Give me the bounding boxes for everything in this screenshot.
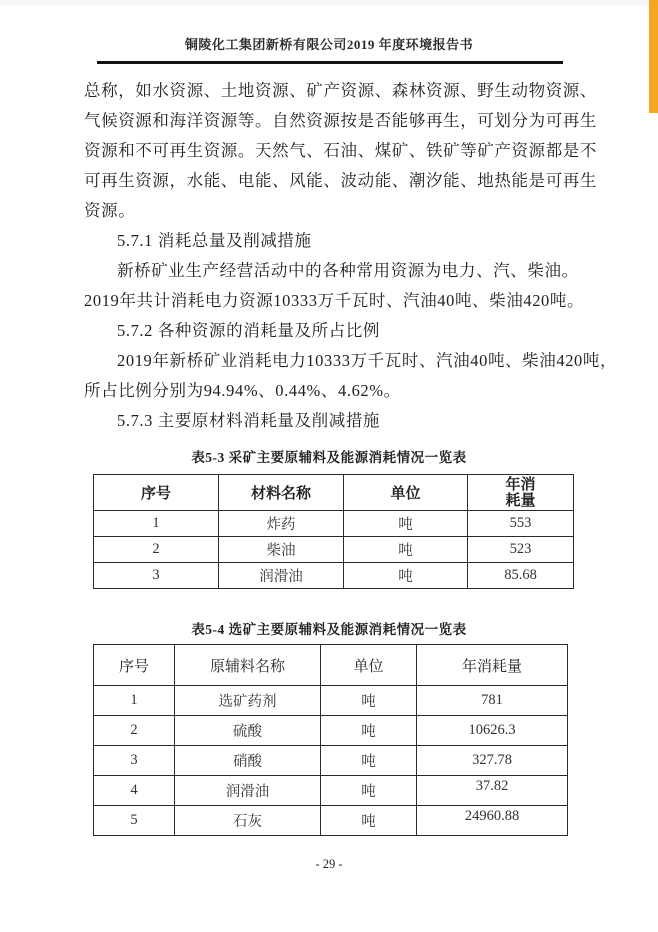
table-cell: 吨 — [321, 806, 417, 836]
table-cell: 1 — [94, 686, 175, 716]
table2-title: 表5-4 选矿主要原辅料及能源消耗情况一览表 — [191, 622, 467, 637]
table-cell: 3 — [94, 563, 219, 589]
header-divider-rule — [97, 61, 563, 64]
table-row — [94, 686, 568, 716]
header-line: 耗量 — [505, 492, 536, 509]
body-line: 所占比例分别为94.94%、0.44%、4.62%。 — [84, 381, 401, 400]
body-text — [84, 76, 618, 436]
table-cell: 2 — [94, 716, 175, 746]
table-cell: 10626.3 — [417, 716, 568, 746]
table-header-cell: 序号 — [94, 645, 175, 686]
table-cell: 4 — [94, 776, 175, 806]
section-heading-573: 5.7.3 主要原材料消耗量及削减措施 — [117, 411, 381, 430]
table-cell: 吨 — [321, 686, 417, 716]
table-row — [94, 511, 574, 537]
section-heading-572: 5.7.2 各种资源的消耗量及所占比例 — [117, 321, 381, 340]
header-line: 年消 — [505, 476, 536, 493]
table-header-cell: 年消耗量 — [417, 645, 568, 686]
table-cell: 硫酸 — [175, 716, 321, 746]
section-heading-571: 5.7.1 消耗总量及削减措施 — [117, 231, 312, 250]
table-cell: 润滑油 — [175, 776, 321, 806]
table-cell: 吨 — [344, 511, 468, 537]
table-header-row — [94, 475, 574, 511]
table-cell: 327.78 — [417, 746, 568, 776]
table-cell: 781 — [417, 686, 568, 716]
body-line: 2019年新桥矿业消耗电力10333万千瓦时、汽油40吨、柴油420吨， — [117, 351, 618, 370]
table-header-cell: 原辅料名称 — [175, 645, 321, 686]
table-cell: 85.68 — [468, 563, 574, 589]
table1-title: 表5-3 采矿主要原辅料及能源消耗情况一览表 — [191, 450, 467, 465]
table-header-cell: 材料名称 — [219, 475, 344, 511]
table-cell: 吨 — [344, 563, 468, 589]
table-cell: 柴油 — [219, 537, 344, 563]
table-cell: 吨 — [344, 537, 468, 563]
table-header-cell: 单位 — [344, 475, 468, 511]
table-cell: 选矿药剂 — [175, 686, 321, 716]
table-mining-consumption — [93, 474, 574, 589]
table-row — [94, 563, 574, 589]
body-line: 资源和不可再生资源。天然气、石油、煤矿、铁矿等矿产资源都是不 — [84, 141, 597, 160]
table-row — [94, 537, 574, 563]
table-header-row — [94, 645, 568, 686]
footer-page-number: - 29 - — [315, 857, 343, 871]
table-beneficiation-consumption — [93, 644, 568, 836]
table-row — [94, 746, 568, 776]
table-header-cell: 单位 — [321, 645, 417, 686]
table-cell: 润滑油 — [219, 563, 344, 589]
table-cell: 硝酸 — [175, 746, 321, 776]
page-header-title: 铜陵化工集团新桥有限公司2019 年度环境报告书 — [184, 37, 474, 52]
body-line: 可再生资源，水能、电能、风能、波动能、潮汐能、地热能是可再生 — [84, 171, 597, 190]
table-cell: 1 — [94, 511, 219, 537]
table-row — [94, 806, 568, 836]
table-cell: 吨 — [321, 716, 417, 746]
table-header-cell — [468, 475, 574, 511]
table-cell: 37.82 — [417, 776, 568, 806]
page-top-edge — [0, 0, 658, 5]
table-cell: 吨 — [321, 746, 417, 776]
table-cell: 吨 — [321, 776, 417, 806]
body-line: 气候资源和海洋资源等。自然资源按是否能够再生，可划分为可再生 — [84, 111, 597, 130]
table-cell: 553 — [468, 511, 574, 537]
table-cell: 2 — [94, 537, 219, 563]
body-line: 2019年共计消耗电力资源10333万千瓦时、汽油40吨、柴油420吨。 — [84, 291, 585, 310]
table-cell: 3 — [94, 746, 175, 776]
body-line: 新桥矿业生产经营活动中的各种常用资源为电力、汽、柴油。 — [117, 261, 579, 280]
table-cell: 24960.88 — [417, 806, 568, 836]
body-line: 资源。 — [84, 201, 136, 220]
scrollbar-thumb[interactable] — [649, 0, 658, 113]
table-cell: 石灰 — [175, 806, 321, 836]
table-cell: 炸药 — [219, 511, 344, 537]
table-row — [94, 776, 568, 806]
table-cell: 523 — [468, 537, 574, 563]
table-header-cell: 序号 — [94, 475, 219, 511]
body-line: 总称，如水资源、土地资源、矿产资源、森林资源、野生动物资源、 — [84, 81, 597, 100]
table-row — [94, 716, 568, 746]
table-cell: 5 — [94, 806, 175, 836]
